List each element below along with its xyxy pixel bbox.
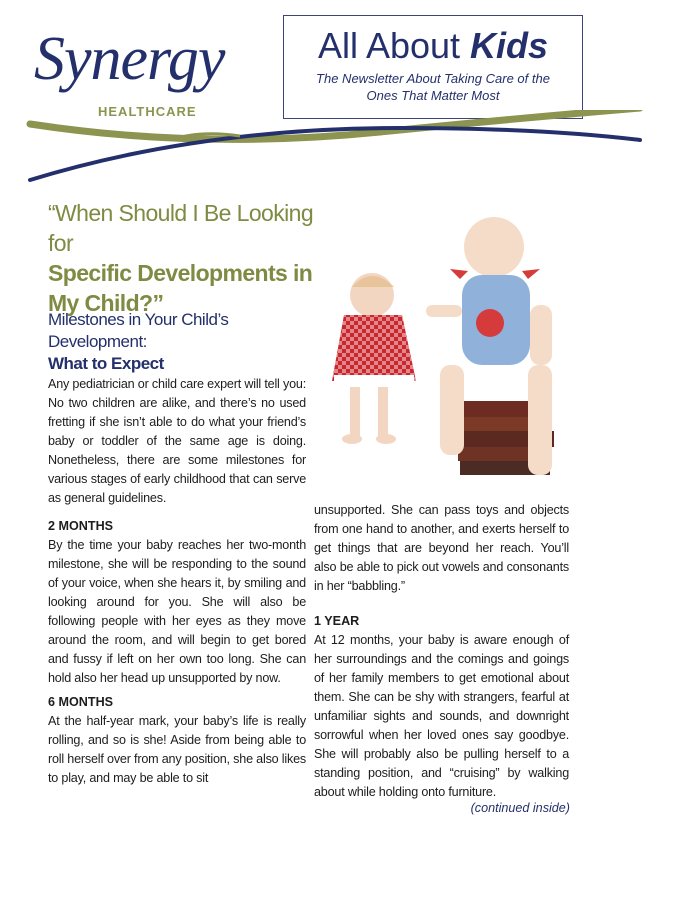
section-heading-1-year: 1 YEAR xyxy=(314,614,360,628)
headline-line-2: Specific Developments in xyxy=(48,260,313,286)
tagline-line-1: The Newsletter About Taking Care of the xyxy=(316,70,550,86)
section-text-6-months-continued: unsupported. She can pass toys and objects from one hand to another, and exerts herself to get things that are beyond her reach. You’ll also be able to pick out vowels and consonants in her “babbling.” xyxy=(314,503,569,593)
article-headline xyxy=(48,198,318,318)
section-text-6-months: At the half-year mark, your baby’s life is really rolling, and so is she! Aside from being able to roll herself over from any position, she also likes to play, and may be able to sit xyxy=(48,714,306,785)
newsletter-title-box xyxy=(283,15,583,119)
headline-line-1: “When Should I Be Looking for xyxy=(48,200,314,256)
subhead-line-1: Milestones in Your Child’s Development: xyxy=(48,310,229,351)
title-kids: Kids xyxy=(470,25,549,66)
subhead-line-2: What to Expect xyxy=(48,354,164,373)
headline-line-3: My Child?” xyxy=(48,290,164,316)
tagline-line-2: Ones That Matter Most xyxy=(366,87,500,103)
newsletter-title xyxy=(284,26,582,66)
section-heading-2-months: 2 MONTHS xyxy=(48,519,114,533)
logo-subtitle: HEALTHCARE xyxy=(98,104,197,119)
section-heading-6-months: 6 MONTHS xyxy=(48,695,114,709)
section-text-1-year: At 12 months, your baby is aware enough of her surroundings and the comings and goings of her family members to get emotional about them. She can be shy with strangers, fearful at unfamiliar sights and sounds, and downright sorrowful when her loved ones say goodbye. She will probably also be pulling herself to a standing position, and “cruising” by walking about while holding onto furniture. xyxy=(314,633,569,799)
logo-wordmark: Synergy xyxy=(34,25,225,93)
title-main: All About xyxy=(317,25,471,66)
article-intro: Any pediatrician or child care expert will tell you: No two children are alike, and there’s no used fretting if she isn’t able to do what your friend’s baby or toddler of the same age is doing. Nonetheless, there are some milestones for various stages of early childhood that can serve as general guidelines. xyxy=(48,377,306,505)
continued-inside-note: (continued inside) xyxy=(470,801,570,815)
section-text-2-months: By the time your baby reaches her two-month milestone, she will be responding to the sound of your voice, when she hears it, by smiling and looking around for you. She will also be following people with her eyes as they move around the room, and will begin to get bored and fussy if left on her own too long. She can hold also her head up unsupported by now. xyxy=(48,538,306,685)
toddlers-photo xyxy=(322,205,580,495)
article-subhead xyxy=(48,309,318,375)
header-swoosh-icon xyxy=(0,110,700,190)
newsletter-tagline xyxy=(284,70,582,104)
